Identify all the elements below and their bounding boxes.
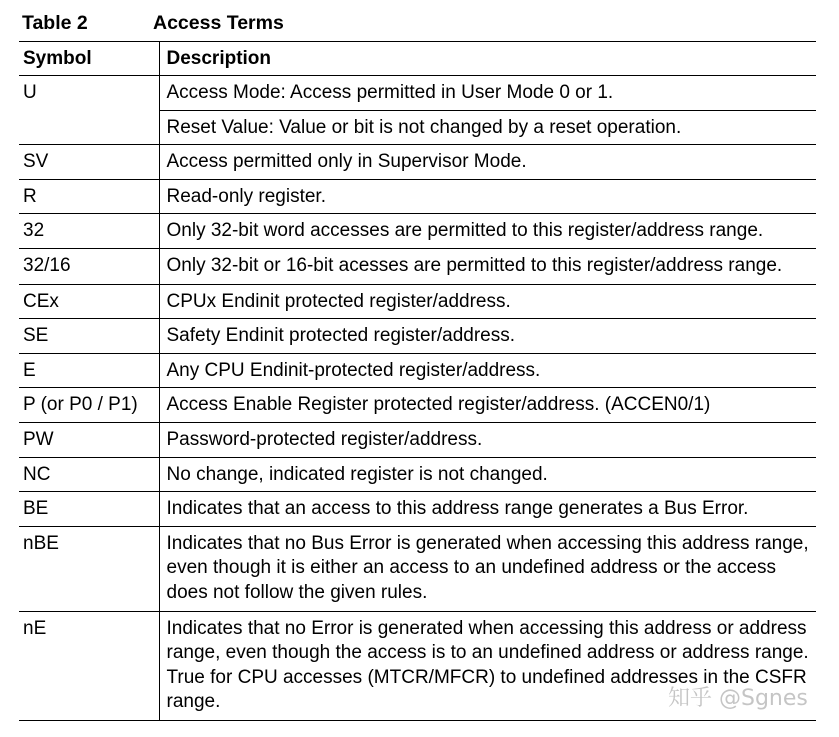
description-cell: Only 32-bit or 16-bit acesses are permitted to this register/address range.: [159, 248, 816, 284]
table-row: [19, 388, 816, 423]
table-title: Access Terms: [153, 12, 284, 34]
symbol-cell: 32/16: [19, 248, 159, 284]
table-row: [19, 492, 816, 527]
description-cell: Password-protected register/address.: [159, 422, 816, 457]
table-row: [19, 76, 816, 111]
symbol-cell: U: [19, 76, 159, 145]
table-row: [19, 457, 816, 492]
table-row: [19, 422, 816, 457]
symbol-cell: nE: [19, 611, 159, 720]
symbol-cell: PW: [19, 422, 159, 457]
table-row: [19, 145, 816, 180]
description-cell: Any CPU Endinit-protected register/address.: [159, 353, 816, 388]
description-cell: No change, indicated register is not changed.: [159, 457, 816, 492]
header-row: [19, 42, 816, 76]
symbol-cell: R: [19, 179, 159, 214]
column-header-description: Description: [159, 42, 816, 76]
symbol-cell: BE: [19, 492, 159, 527]
description-cell: Safety Endinit protected register/address.: [159, 319, 816, 354]
table-row: [19, 284, 816, 319]
table-row: [19, 319, 816, 354]
table-body: [19, 76, 816, 721]
watermark: 知乎 @Sgnes: [668, 686, 808, 711]
table-row: [19, 526, 816, 611]
table-row: [19, 248, 816, 284]
description-cell: Indicates that no Bus Error is generated when accessing this address range, even though it is either an access to an undefined address or the access does not follow the given rules.: [159, 526, 816, 611]
table-header: [19, 42, 816, 76]
description-cell: Read-only register.: [159, 179, 816, 214]
table-row: [19, 353, 816, 388]
description-cell: Only 32-bit word accesses are permitted to this register/address range.: [159, 214, 816, 249]
symbol-cell: CEx: [19, 284, 159, 319]
access-terms-table: [19, 41, 816, 721]
table-number: Table 2: [22, 12, 88, 34]
symbol-cell: nBE: [19, 526, 159, 611]
description-cell: Reset Value: Value or bit is not changed by a reset operation.: [159, 110, 816, 145]
description-cell: Indicates that an access to this address range generates a Bus Error.: [159, 492, 816, 527]
description-cell: Access Enable Register protected register/address. (ACCEN0/1): [159, 388, 816, 423]
symbol-cell: E: [19, 353, 159, 388]
column-header-symbol: Symbol: [19, 42, 159, 76]
symbol-cell: SV: [19, 145, 159, 180]
description-cell: Indicates that no Error is generated when accessing this address or address range, even though the access is to an undefined address or address range. True for CPU accesses (MTCR/MFCR) to undefined addresses in the CSFR range.: [159, 611, 816, 720]
symbol-cell: P (or P0 / P1): [19, 388, 159, 423]
table-row: [19, 214, 816, 249]
description-cell: Access Mode: Access permitted in User Mode 0 or 1.: [159, 76, 816, 111]
symbol-cell: 32: [19, 214, 159, 249]
table-row: [19, 179, 816, 214]
description-cell: Access permitted only in Supervisor Mode.: [159, 145, 816, 180]
description-cell: CPUx Endinit protected register/address.: [159, 284, 816, 319]
symbol-cell: SE: [19, 319, 159, 354]
symbol-cell: NC: [19, 457, 159, 492]
